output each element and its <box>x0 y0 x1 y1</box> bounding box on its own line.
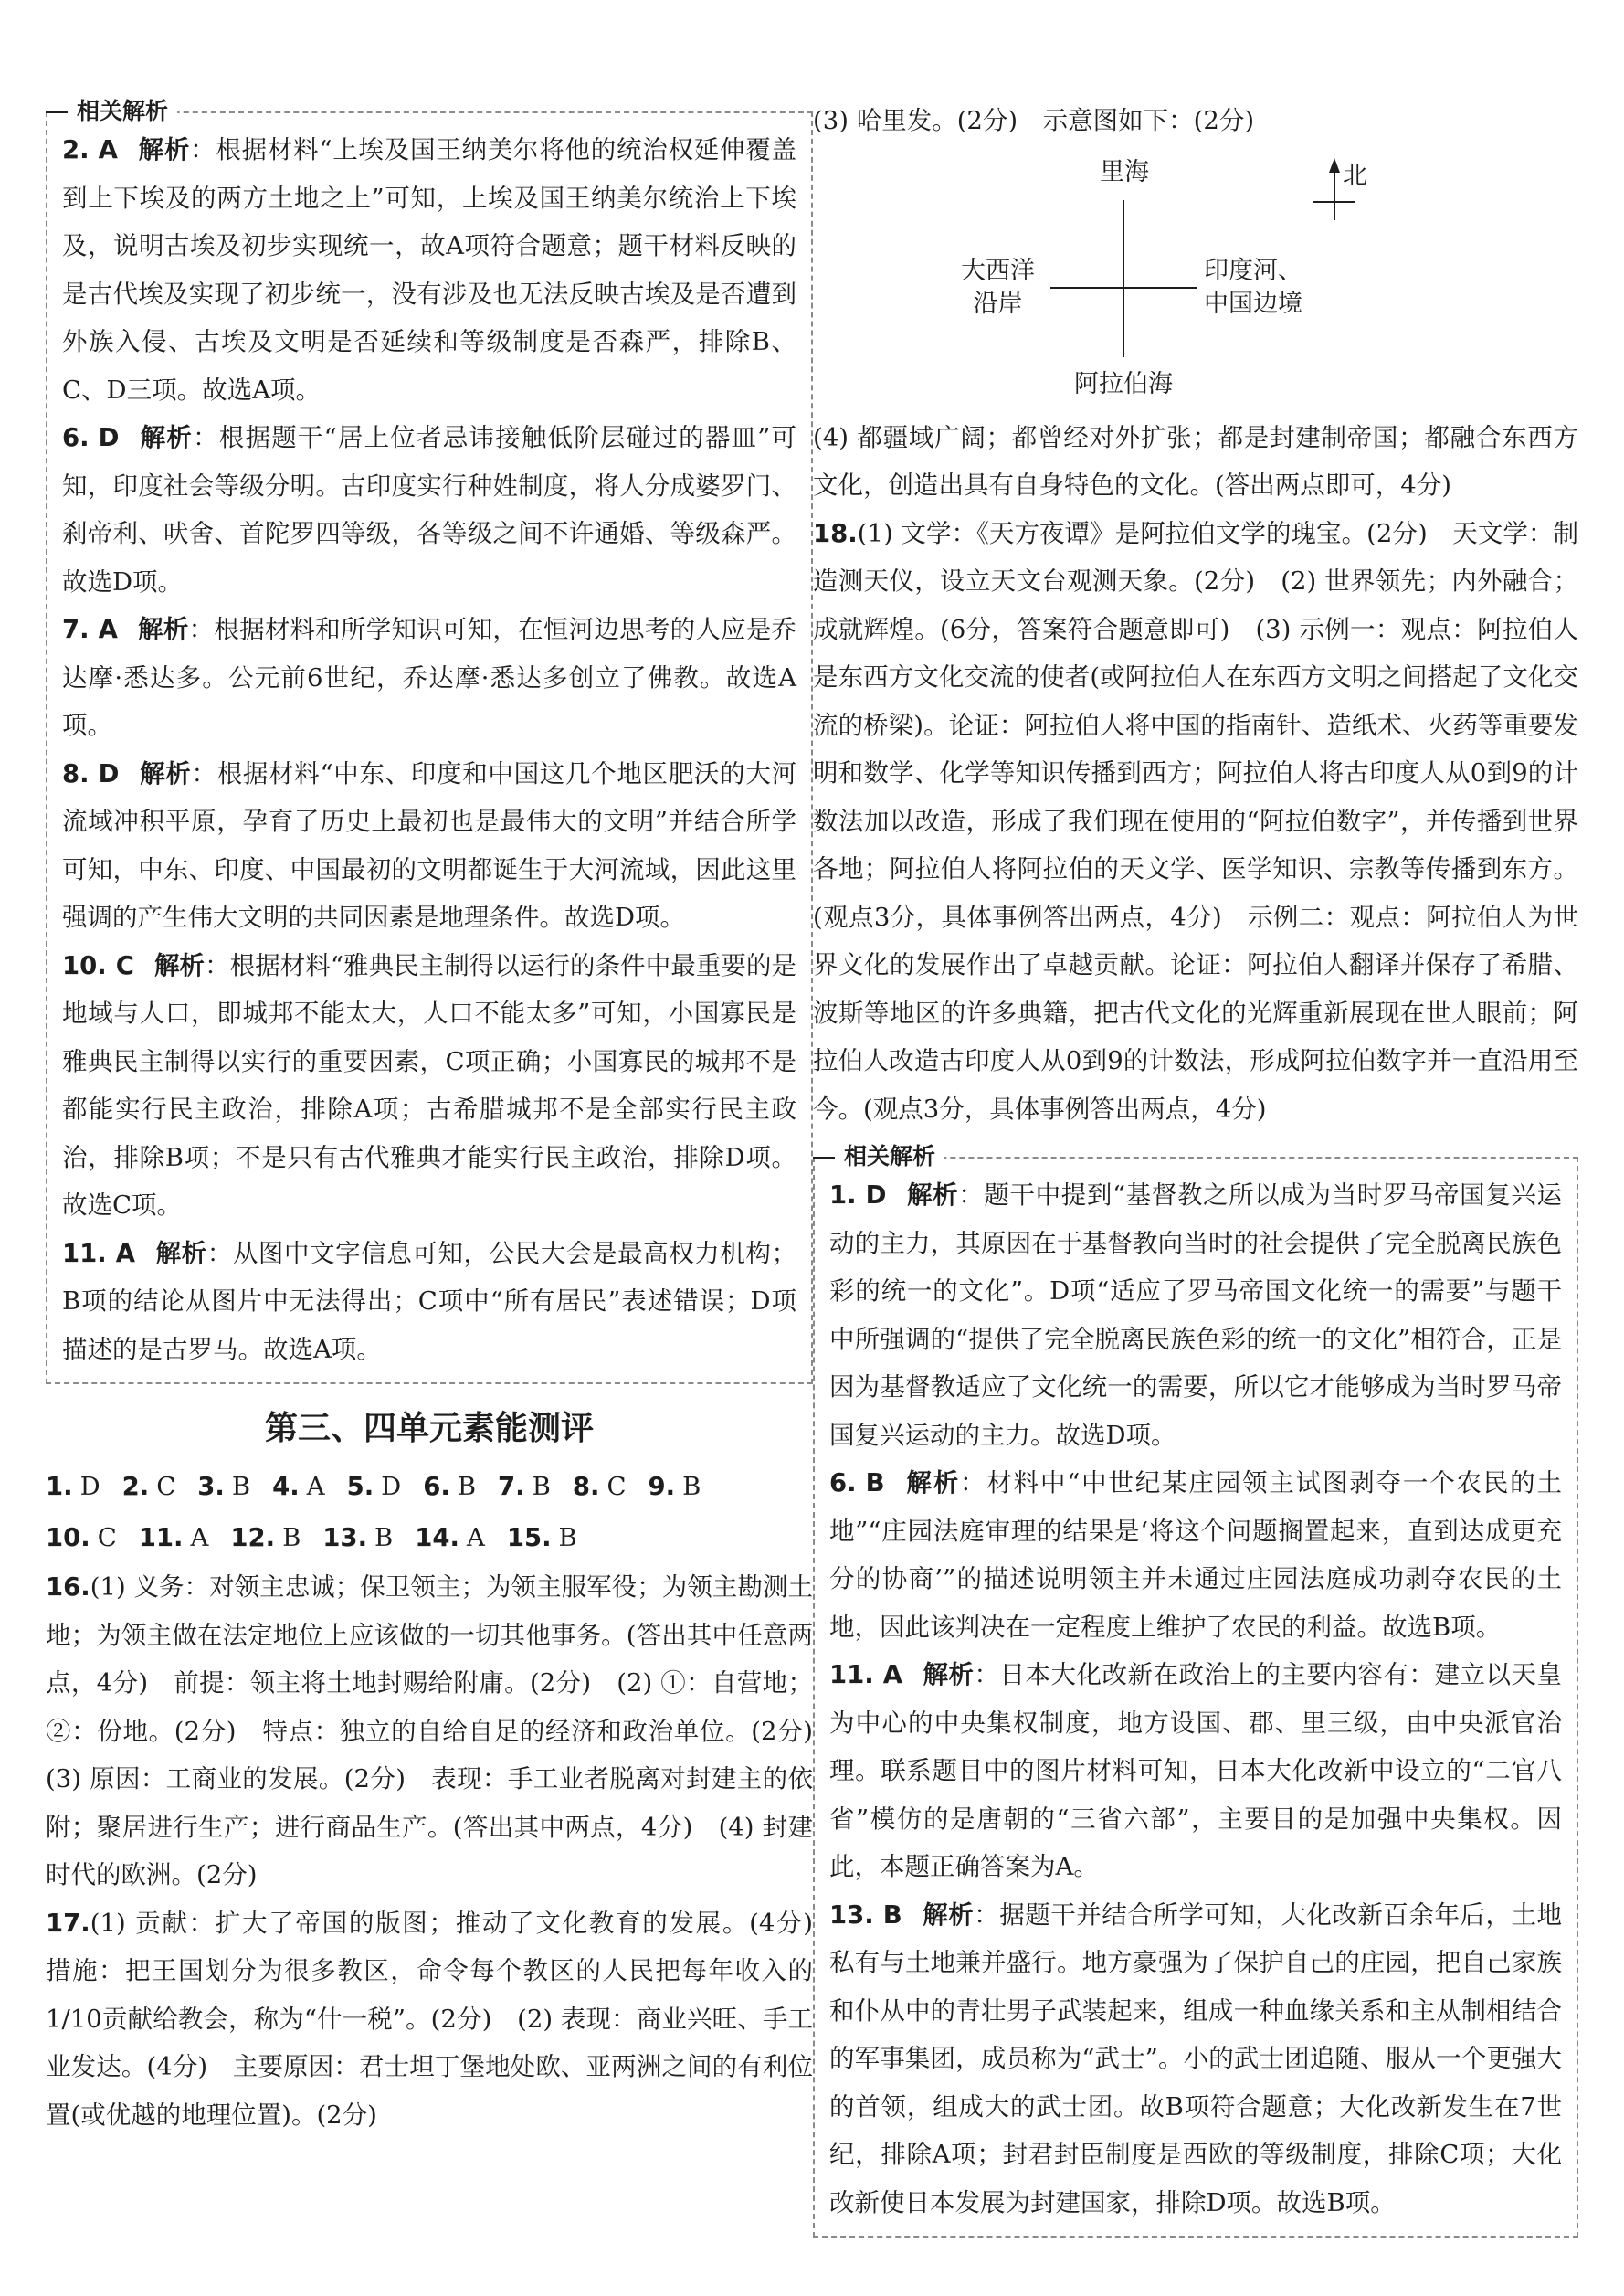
answer-number: 12. <box>230 1523 276 1552</box>
item-text: ：题干中提到“基督教之所以成为当时罗马帝国复兴运动的主力，其原因在于基督教向当时的社会提供了完全脱离民族色彩的统一的文化”。D项“适应了罗马帝国文化统一的需要”与题干中所强调的“提供了完全脱离民族色彩的统一的文化”相符合，正是因为基督教适应了文化统一的需要，所以它才能够成为当时罗马帝国复兴运动的主力。故选D项。 <box>829 1180 1563 1450</box>
answer-choice: C <box>97 1523 117 1552</box>
question-number: 18. <box>813 518 858 548</box>
item-text: ：据题干并结合所学可知，大化改新百余年后，土地私有与土地兼并盛行。地方豪强为了保护自己的庄园，把自己家族和仆从中的青壮男子武装起来，组成一种血缘关系和主从制相结合的军事集团，成员称为“武士”。小的武士团追随、服从一个更强大的首领，组成大的武士团。故B项符合题意；大化改新发生在7世纪，排除A项；封君封臣制度是西欧的等级制度，排除C项；大化改新使日本发展为封建国家，排除D项。故选B项。 <box>829 1899 1563 2217</box>
question-text: (1) 贡献：扩大了帝国的版图；推动了文化教育的发展。(4分) 措施：把王国划分为很多教区，命令每个教区的人民把每年收入的1/10贡献给教会，称为“什一税”。(2分) (2) 表现：商业兴旺、手工业发达。(4分) 主要原因：君士坦丁堡地处欧、亚两洲之间的有利位置(或优越的地理位置)。(2分) <box>46 1908 838 2130</box>
item-answer: A <box>98 135 118 164</box>
label-indus-china <box>1204 255 1302 321</box>
answer-item <box>46 1472 100 1501</box>
answer-number: 5. <box>346 1472 374 1501</box>
answer-number: 14. <box>415 1523 459 1552</box>
item-answer: C <box>115 950 134 980</box>
item-answer: B <box>865 1468 885 1497</box>
label-caspian-sea: 里海 <box>1100 157 1149 186</box>
answer-choice: B <box>558 1523 577 1552</box>
analysis-item <box>62 1230 796 1374</box>
analysis-item <box>62 942 796 1230</box>
box-title: 相关解析 <box>835 1140 944 1173</box>
box-title: 相关解析 <box>68 95 177 128</box>
answer-item <box>573 1472 627 1501</box>
analysis-item <box>829 1171 1562 1459</box>
related-analysis-box-1 <box>46 98 813 1384</box>
answer-number: 11. <box>138 1523 184 1552</box>
answer-choice: B <box>231 1472 251 1501</box>
item-answer: D <box>98 423 120 452</box>
question-text: (1) 文学：《天方夜谭》是阿拉伯文学的瑰宝。(2分) 天文学：制造测天仪，设立天文台观测天象。(2分) (2) 世界领先；内外融合；成就辉煌。(6分，答案符合题意即可) (3) 示例一：观点：阿拉伯人是东西方文化交流的使者(或阿拉伯人在东西方文明之间搭起了文化交流的桥梁)。论证：阿拉伯人将中国的指南针、造纸术、火药等重要发明和数学、化学等知识传播到西方；阿拉伯人将古印度人从0到9的计数法加以改造，形成了我们现在使用的“阿拉伯数字”，并传播到世界各地；阿拉伯人将阿拉伯的天文学、医学知识、宗教等传播到东方。(观点3分，具体事例答出两点，4分) 示例二：观点：阿拉伯人为世界文化的发展作出了卓越贡献。论证：阿拉伯人翻译并保存了希腊、波斯等地区的许多典籍，把古代文化的光辉重新展现在世人眼前；阿拉伯人改造古印度人从0到9的计数法，形成阿拉伯数字并一直沿用至今。(观点3分，具体事例答出两点，4分) <box>813 518 1578 1124</box>
answer-choice: B <box>457 1472 477 1501</box>
answer-number: 8. <box>572 1472 600 1501</box>
answer-choice: D <box>79 1472 100 1501</box>
label-atlantic-line1: 大西洋 <box>961 256 1035 285</box>
answer-item <box>347 1472 402 1501</box>
answer-item <box>415 1523 485 1552</box>
item-analysis-label: 解析 <box>139 423 194 452</box>
question-17-part-3: (3) 哈里发。(2分) 示意图如下：(2分) <box>813 106 1255 135</box>
item-number: 13. <box>829 1899 874 1930</box>
item-number: 11. <box>829 1660 874 1689</box>
answer-number: 13. <box>322 1523 368 1552</box>
item-answer: D <box>98 758 120 788</box>
answer-number: 4. <box>272 1472 300 1501</box>
label-indus-line1: 印度河、 <box>1204 256 1302 285</box>
item-analysis-label: 解析 <box>922 1899 975 1930</box>
analysis-item <box>62 606 796 750</box>
item-text: ：根据材料和所学知识可知，在恒河边思考的人应是乔达摩·悉达多。公元前6世纪，乔达摩·悉达多创立了佛教。故选A项。 <box>62 615 797 740</box>
question-17-part-4: (4) 都疆域广阔；都曾经对外扩张；都是封建制帝国；都融合东西方文化，创造出具有自身特色的文化。(答出两点即可，4分) <box>813 422 1578 500</box>
item-number: 11. <box>62 1238 107 1268</box>
answer-row-1 <box>46 1461 813 1512</box>
analysis-item <box>62 126 796 414</box>
item-number: 8. <box>62 758 90 788</box>
item-text: ：日本大化改新在政治上的主要内容有：建立以天皇为中心的中央集权制度，地方设国、郡、里三级，由中央派官治理。联系题目中的图片材料可知，日本大化改新中设立的“二官八省”模仿的是唐朝的“三省六部”，主要目的是加强中央集权。因此，本题正确答案为A。 <box>829 1660 1562 1881</box>
answer-choice: A <box>466 1523 485 1552</box>
item-number: 2. <box>62 135 90 164</box>
answer-choice: C <box>606 1472 627 1501</box>
answer-number: 1. <box>46 1472 73 1501</box>
item-analysis-label: 解析 <box>155 1238 207 1268</box>
question-16 <box>46 1563 838 1899</box>
question-text: (1) 义务：对领主忠诚；保卫领主；为领主服军役；为领主勘测土地；为领主做在法定地位上应该做的一切其他事务。(答出其中任意两点，4分) 前提：领主将土地封赐给附庸。(2分) (2) ①：自营地；②：份地。(2分) 特点：独立的自给自足的经济和政治单位。(2分) (3) 原因：工商业的发展。(2分) 表现：手工业者脱离对封建主的依附；聚居进行生产；进行商品生产。(答出其中两点，4分) (4) 封建时代的欧洲。(2分) <box>46 1572 838 1889</box>
analysis-item <box>829 1891 1562 2227</box>
item-number: 6. <box>62 423 90 452</box>
analysis-item <box>829 1459 1562 1651</box>
item-number: 6. <box>829 1468 857 1497</box>
item-answer: A <box>115 1238 136 1268</box>
answer-item <box>46 1523 117 1552</box>
item-answer: A <box>98 615 118 644</box>
analysis-item <box>62 414 796 606</box>
analysis-item <box>829 1651 1562 1891</box>
answer-number: 15. <box>506 1523 552 1552</box>
answer-item <box>272 1472 324 1501</box>
item-number: 10. <box>62 950 107 980</box>
answer-number: 3. <box>197 1472 225 1501</box>
section-title: 第三、四单元素能测评 <box>264 1409 594 1447</box>
answer-number: 7. <box>498 1472 525 1501</box>
answer-item <box>230 1523 301 1552</box>
item-analysis-label: 解析 <box>139 758 192 788</box>
item-analysis-label: 解析 <box>137 135 191 164</box>
question-17 <box>46 1899 838 2140</box>
answer-choice: A <box>190 1523 209 1552</box>
item-analysis-label: 解析 <box>904 1468 961 1497</box>
related-analysis-box-2 <box>813 1143 1578 2238</box>
item-number: 1. <box>829 1180 857 1210</box>
answer-choice: B <box>282 1523 301 1552</box>
item-text: ：根据材料“雅典民主制得以运行的条件中最重要的是地域与人口，即城邦不能太大，人口不能太多”可知，小国寡民是雅典民主制得以实行的重要因素，C项正确；小国寡民的城邦不是都能实行民主政治，排除A项；古希腊城邦不是全部实行民主政治，排除B项；不是只有古代雅典才能实行民主政治，排除D项。故选C项。 <box>62 950 797 1220</box>
item-text: ：根据题干“居上位者忌讳接触低阶层碰过的器皿”可知，印度社会等级分明。古印度实行种姓制度，将人分成婆罗门、刹帝利、吠舍、首陀罗四等级，各等级之间不许通婚、等级森严。故选D项。 <box>62 423 797 597</box>
answer-item <box>649 1472 701 1501</box>
north-arrow-icon <box>1329 158 1340 173</box>
north-label: 北 <box>1343 161 1367 190</box>
answer-choice: A <box>306 1472 325 1501</box>
label-arabian-sea: 阿拉伯海 <box>1074 369 1173 398</box>
item-analysis-label: 解析 <box>906 1180 959 1210</box>
label-atlantic-line2: 沿岸 <box>973 289 1023 318</box>
label-indus-line2: 中国边境 <box>1204 289 1302 318</box>
analysis-item <box>62 750 796 942</box>
answer-item <box>507 1523 577 1552</box>
answer-choice: B <box>374 1523 394 1552</box>
answer-number: 6. <box>423 1472 450 1501</box>
item-answer: A <box>882 1660 903 1689</box>
item-answer: B <box>882 1899 902 1930</box>
diagram-lines <box>813 145 1578 419</box>
question-number: 16. <box>46 1572 90 1602</box>
answer-item <box>139 1523 209 1552</box>
item-text: ：从图中文字信息可知，公民大会是最高权力机构；B项的结论从图片中无法得出；C项中“所有居民”表述错误；D项描述的是古罗马。故选A项。 <box>62 1238 797 1364</box>
answer-choice: B <box>682 1472 701 1501</box>
answer-number: 10. <box>46 1523 90 1552</box>
item-text: ：根据材料“中东、印度和中国这几个地区肥沃的大河流域冲积平原，孕育了历史上最初也是最伟大的文明”并结合所学可知，中东、印度、中国最初的文明都诞生于大河流域，因此这里强调的产生伟大文明的共同因素是地理条件。故选D项。 <box>62 758 797 932</box>
answer-choice: B <box>532 1472 551 1501</box>
answer-number: 9. <box>648 1472 676 1501</box>
item-analysis-label: 解析 <box>923 1660 975 1689</box>
answer-choice: D <box>381 1472 402 1501</box>
answer-row-2 <box>46 1512 813 1563</box>
answer-number: 2. <box>121 1472 150 1501</box>
right-column <box>813 102 1578 2238</box>
question-18 <box>813 510 1578 1134</box>
answer-choice: C <box>156 1472 176 1501</box>
answer-item <box>322 1523 393 1552</box>
item-analysis-label: 解析 <box>137 615 189 644</box>
label-atlantic <box>961 255 1035 321</box>
item-text: ：根据材料“上埃及国王纳美尔将他的统治权延伸覆盖到上下埃及的两方土地之上”可知，上埃及国王纳美尔统治上下埃及，说明古埃及初步实现统一，故A项符合题意；题干材料反映的是古代埃及实现了初步统一，没有涉及也无法反映古埃及是否遭到外族入侵、古埃及文明是否延续和等级制度是否森严，排除B、C、D三项。故选A项。 <box>62 135 797 405</box>
item-analysis-label: 解析 <box>153 950 206 980</box>
item-answer: D <box>865 1180 887 1210</box>
answer-item <box>122 1472 176 1501</box>
answer-item <box>498 1472 551 1501</box>
item-number: 7. <box>62 615 90 644</box>
answer-item <box>423 1472 476 1501</box>
map-diagram <box>813 145 1578 419</box>
answer-item <box>197 1472 250 1501</box>
item-text: ：材料中“中世纪某庄园领主试图剥夺一个农民的土地”“庄园法庭审理的结果是‘将这个问题搁置起来，直到达成更充分的协商’”的描述说明领主并未通过庄园法庭成功剥夺农民的土地，因此该判决在一定程度上维护了农民的利益。故选B项。 <box>829 1468 1563 1642</box>
question-number: 17. <box>46 1908 90 1938</box>
